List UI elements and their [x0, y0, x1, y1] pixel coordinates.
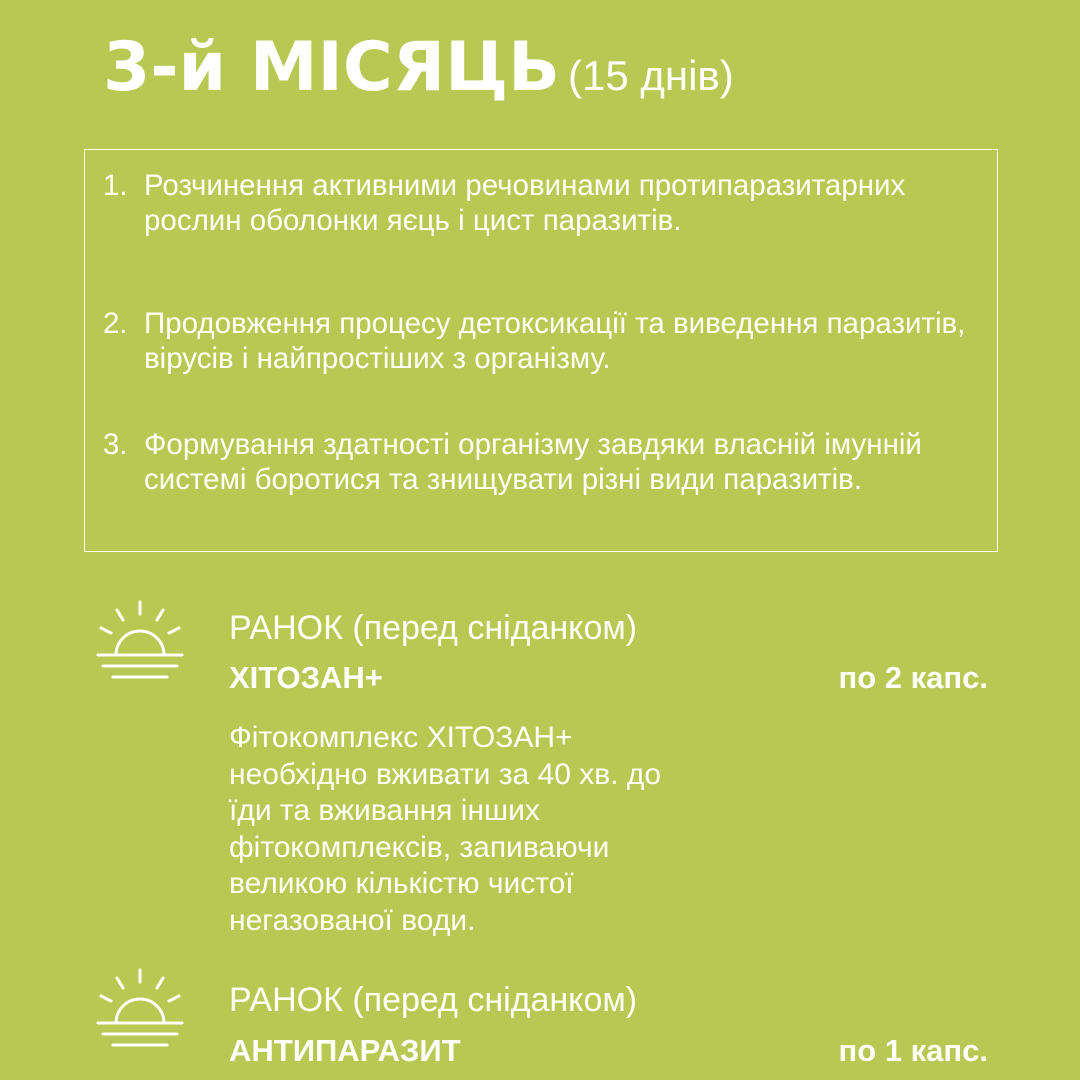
title-month: 3-й МІСЯЦЬ	[103, 28, 561, 107]
time-label-morning: РАНОК (перед сніданком)	[229, 609, 638, 647]
sunrise-icon	[95, 966, 185, 1056]
goal-number: 3.	[103, 428, 128, 461]
goal-text: Продовження процесу детоксикації та виведення паразитів, вірусів і найпростіших з організму.	[144, 307, 966, 375]
goal-text: Розчинення активними речовинами протипаразитарних рослин оболонки яєць і цист паразитів.	[144, 169, 906, 237]
page-title	[103, 28, 734, 107]
dose-amount: по 2 капс.	[838, 660, 988, 695]
goal-item-2	[103, 306, 983, 376]
sunrise-icon	[95, 598, 185, 688]
product-description: Фітокомплекс ХІТОЗАН+ необхідно вживати за 40 хв. до їди та вживання інших фітокомплексів, запиваючи великою кількістю чистої негазованої води.	[229, 721, 662, 937]
goal-item-1	[103, 168, 983, 238]
goal-item-3	[103, 427, 983, 497]
goal-number: 2.	[103, 307, 128, 340]
dose-amount: по 1 капс.	[838, 1033, 988, 1068]
goal-number: 1.	[103, 169, 128, 202]
title-duration: (15 днів)	[568, 52, 734, 99]
goals-box	[84, 149, 998, 552]
product-name: ХІТОЗАН+	[229, 660, 383, 695]
product-name: АНТИПАРАЗИТ	[229, 1033, 461, 1068]
goal-text: Формування здатності організму завдяки власній імунній системі боротися та знищувати різні види паразитів.	[144, 428, 922, 496]
time-label-morning: РАНОК (перед сніданком)	[229, 981, 638, 1019]
